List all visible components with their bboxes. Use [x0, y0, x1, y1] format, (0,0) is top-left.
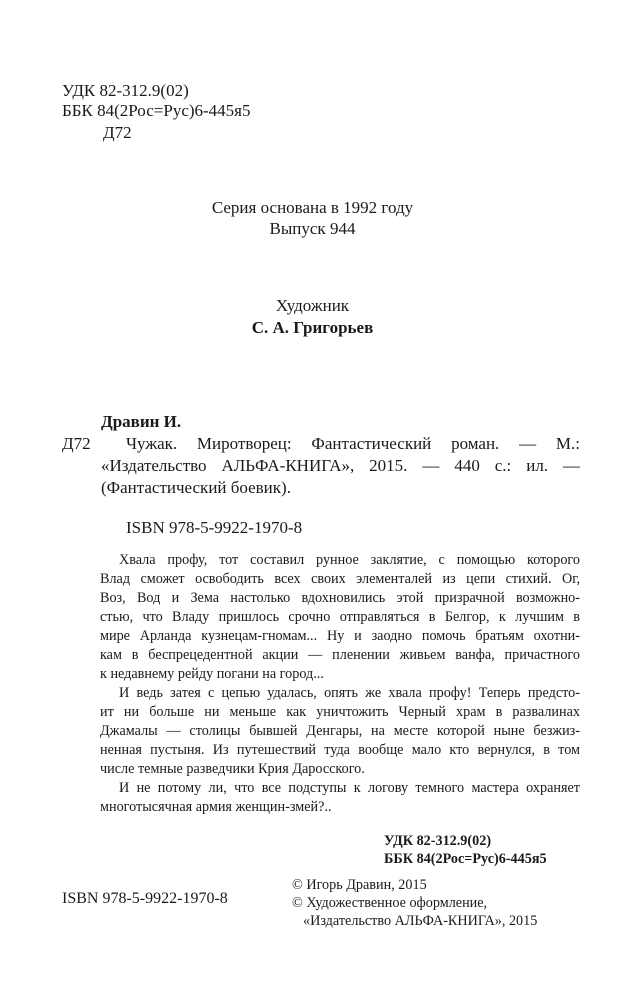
annotation-line: И не потому ли, что все подступы к логову темного мастера охраняет: [119, 780, 580, 796]
annotation-line: кам в беспрецедентной акции — пленении живьем ванфа, причастного: [100, 647, 580, 663]
copyright-publisher: «Издательство АЛЬФА-КНИГА», 2015: [303, 913, 538, 929]
series-issue: Выпуск 944: [269, 219, 356, 238]
annotation-line: стью, что Владу пришлось срочно отправляться в Белгор, к лучшим в: [100, 609, 580, 625]
annotation-line: ненная пустыня. Из путешествий туда вообще мало кто вернулся, в том: [100, 742, 580, 758]
annotation-line: Влад сможет освободить всех своих элементалей из цепи стихий. Ог,: [100, 571, 580, 587]
annotation-line: мире Арланда кузнецам-гномам... Ну и заодно помочь братьям охотни-: [100, 628, 580, 644]
author-mark: Д72: [103, 123, 132, 142]
annotation-line: И ведь затея с цепью удалась, опять же хвала профу! Теперь предсто-: [119, 685, 580, 701]
bbk-code: ББК 84(2Рос=Рус)6-445я5: [62, 101, 251, 120]
bibliography-line: (Фантастический боевик).: [101, 478, 291, 497]
annotation-line: к недавнему рейду погани на город...: [100, 666, 324, 682]
bbk-code-repeat: ББК 84(2Рос=Рус)6-445я5: [384, 851, 547, 867]
annotation-line: многотысячная армия женщин-змей?..: [100, 799, 332, 815]
book-author: Дравин И.: [101, 412, 182, 431]
annotation-line: Воз, Вод и Зема настолько вдохновились этой призрачной возможно-: [100, 590, 580, 606]
copyright-author: © Игорь Дравин, 2015: [292, 877, 427, 893]
bibliography-line: «Издательство АЛЬФА-КНИГА», 2015. — 440 с.: ил. —: [101, 456, 580, 475]
bibliography-line: Чужак. Миротворец: Фантастический роман. — М.:: [126, 434, 580, 453]
udk-code-repeat: УДК 82-312.9(02): [384, 833, 492, 849]
annotation-line: ит ни больше ни меньше как уничтожить Черный храм в развалинах: [100, 704, 580, 720]
annotation-line: Джамалы — столицы бывшей Денгары, на месте которой ныне безжиз-: [100, 723, 580, 739]
isbn-bottom: ISBN 978-5-9922-1970-8: [62, 890, 228, 907]
udk-code: УДК 82-312.9(02): [62, 81, 189, 100]
artist-label: Художник: [275, 296, 350, 315]
annotation-line: числе темные разведчики Крия Даросского.: [100, 761, 365, 777]
artist-name: С. А. Григорьев: [251, 318, 374, 337]
annotation-line: Хвала профу, тот составил рунное заклятие, с помощью которого: [119, 552, 580, 568]
annotation: [100, 551, 580, 817]
copyright-design: © Художественное оформление,: [292, 895, 488, 911]
bibliography-mark: Д72: [62, 434, 91, 453]
series-founded: Серия основана в 1992 году: [211, 198, 414, 217]
bibliography-isbn: ISBN 978-5-9922-1970-8: [126, 518, 303, 537]
